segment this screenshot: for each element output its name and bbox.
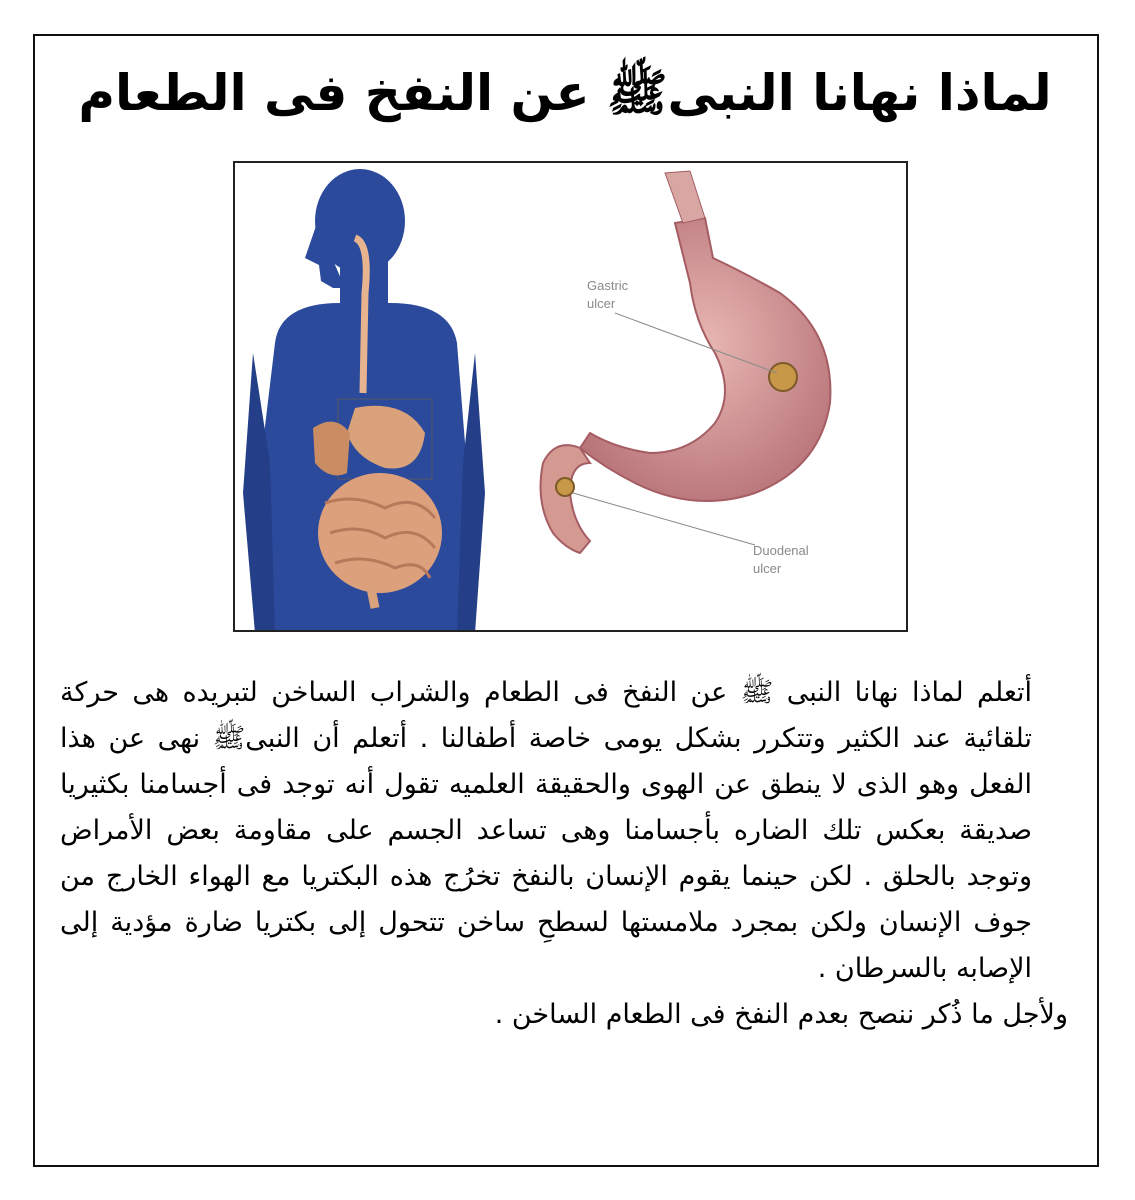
duodenal-label-line1: Duodenal	[753, 543, 809, 558]
duodenal-ulcer-mark	[556, 478, 574, 496]
anatomy-figure	[235, 163, 906, 630]
article-body	[60, 670, 1068, 1038]
duodenal-label-line2: ulcer	[753, 561, 782, 576]
gastric-label-line1: Gastric	[587, 278, 629, 293]
gastric-label-line2: ulcer	[587, 296, 616, 311]
paragraph-main: أتعلم لماذا نهانا النبى ﷺ عن النفخ فى الطعام والشراب الساخن لتبريده هى حركة تلقائية عند الكثير وتتكرر بشكل يومى خاصة أطفالنا . أتعلم أن النبىﷺ نهى عن هذا الفعل وهو الذى لا ينطق عن الهوى والحقيقة العلميه تقول أنه توجد فى أجسامنا بكثيريا صديقة بعكس تلك الضاره بأجسامنا وهى تساعد الجسم على مقاومة بعض الأمراض وتوجد بالحلق . لكن حينما يقوم الإنسان بالنفخ تخرُج هذه البكتريا مع الهواء الخارج من جوف الإنسان ولكن بمجرد ملامستها لسطحِ ساخن تتحول إلى بكتريا ضارة مؤدية إلى الإصابه بالسرطان .	[60, 677, 1032, 984]
gastric-ulcer-mark	[769, 363, 797, 391]
stomach-illustration	[233, 161, 908, 632]
human-silhouette	[243, 169, 485, 630]
stomach-drawing	[541, 171, 831, 553]
page-title: لماذا نهانا النبىﷺ عن النفخ فى الطعام	[78, 64, 1052, 122]
paragraph-conclusion: ولأجل ما ذُكر ننصح بعدم النفخ فى الطعام الساخن .	[494, 999, 1068, 1030]
